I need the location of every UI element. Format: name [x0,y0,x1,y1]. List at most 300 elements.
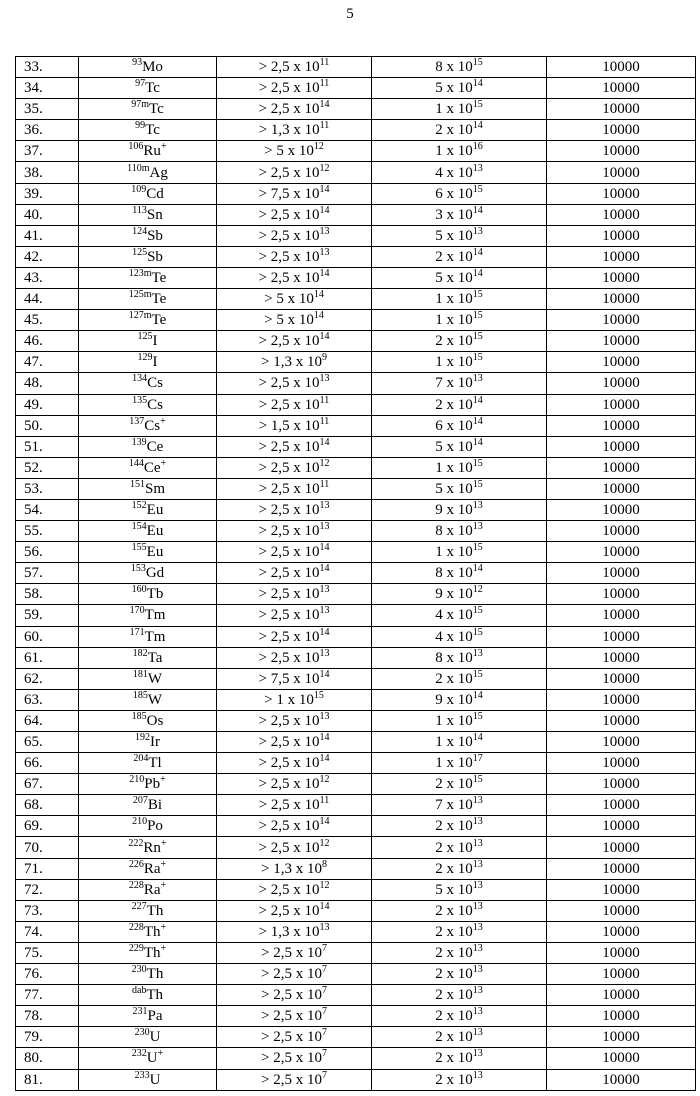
limit-a-exponent: 11 [319,415,330,427]
limit-b-exponent: 15 [472,57,483,69]
limit-a-exponent: 7 [321,1048,327,1060]
row-number-cell [16,753,79,774]
limit-a-exponent: 14 [319,267,330,279]
limit-a-exponent: 14 [313,289,324,301]
limit-c-value: 10000 [602,586,640,603]
limit-a-mantissa: > 2,5 x 10 [261,1008,322,1025]
limit-c-value: 10000 [602,502,640,519]
limit-c-cell [547,373,696,394]
row-number: 61. [24,649,43,666]
limit-b-exponent: 13 [472,1006,483,1018]
limit-a-exponent: 11 [319,57,330,69]
table-row [16,942,696,963]
limit-a-cell [217,78,372,99]
limit-c-cell [547,1048,696,1069]
limit-b-exponent: 14 [472,204,483,216]
limit-a-mantissa: > 7,5 x 10 [258,185,320,202]
limit-a-cell [217,1027,372,1048]
row-number-cell [16,837,79,858]
limit-b-cell [372,499,547,520]
table-row [16,1006,696,1027]
limit-c-cell [547,267,696,288]
limit-b-cell [372,858,547,879]
mass-number: 155 [131,542,147,554]
limit-a-cell [217,1048,372,1069]
limit-a-mantissa: > 2,5 x 10 [258,438,320,455]
limit-b-mantissa: 5 x 10 [435,438,473,455]
nuclide-cell [79,78,217,99]
mass-number: 127m [128,310,152,322]
limit-a-cell [217,394,372,415]
limit-a-exponent: 9 [321,352,327,364]
limit-c-cell [547,626,696,647]
limit-a-exponent: 13 [319,225,330,237]
limit-a-mantissa: > 2,5 x 10 [258,480,320,497]
limit-a-cell [217,162,372,183]
limit-c-cell [547,78,696,99]
limit-b-cell [372,162,547,183]
limit-b-exponent: 15 [472,605,483,617]
nuclide-cell [79,478,217,499]
limit-c-value: 10000 [602,544,640,561]
element-symbol: Th [143,944,161,961]
limit-c-value: 10000 [602,923,640,940]
mass-number: 229 [128,942,144,954]
limit-c-cell [547,331,696,352]
limit-b-cell [372,267,547,288]
limit-b-cell [372,605,547,626]
limit-c-cell [547,774,696,795]
limit-b-exponent: 13 [472,964,483,976]
limit-a-exponent: 7 [321,985,327,997]
element-symbol: Bi [147,797,163,814]
limit-b-cell [372,837,547,858]
mass-number: 230 [131,964,147,976]
limit-b-mantissa: 2 x 10 [435,776,473,793]
row-number: 73. [24,902,43,919]
limit-c-value: 10000 [602,227,640,244]
limit-b-exponent: 13 [472,921,483,933]
limit-b-exponent: 14 [472,267,483,279]
limit-b-mantissa: 2 x 10 [435,333,473,350]
limit-c-cell [547,394,696,415]
limit-a-cell [217,837,372,858]
limit-c-value: 10000 [602,269,640,286]
nuclide-cell [79,225,217,246]
limit-b-exponent: 14 [472,78,483,90]
limit-a-mantissa: > 2,5 x 10 [258,607,320,624]
row-number-cell [16,457,79,478]
limit-b-cell [372,985,547,1006]
limit-c-value: 10000 [602,1071,640,1088]
table-row [16,352,696,373]
nuclide-cell [79,985,217,1006]
table-row [16,647,696,668]
nuclide-cell [79,732,217,753]
limit-b-exponent: 15 [472,99,483,111]
charge-mark: + [160,942,167,954]
limit-c-value: 10000 [602,607,640,624]
nuclide-cell [79,1006,217,1027]
table-row [16,162,696,183]
limit-c-value: 10000 [602,143,640,160]
element-symbol: Rn [143,839,161,856]
element-symbol: Os [146,712,164,729]
element-symbol: Ag [149,164,168,181]
limit-c-value: 10000 [602,164,640,181]
limit-c-cell [547,478,696,499]
element-symbol: Ta [147,649,163,666]
nuclide-cell [79,457,217,478]
row-number: 44. [24,291,43,308]
limit-b-exponent: 15 [472,542,483,554]
element-symbol: Eu [146,523,164,540]
element-symbol: Tc [149,101,164,118]
element-symbol: Ra [143,860,161,877]
limit-b-cell [372,816,547,837]
limit-a-mantissa: > 2,5 x 10 [258,59,320,76]
element-symbol: Po [147,818,163,835]
limit-a-cell [217,879,372,900]
row-number: 62. [24,670,43,687]
table-row [16,415,696,436]
limit-b-exponent: 15 [472,774,483,786]
charge-mark: + [160,879,167,891]
limit-c-value: 10000 [602,755,640,772]
mass-number: 125 [132,246,148,258]
table-row [16,879,696,900]
limit-c-cell [547,921,696,942]
element-symbol: Tm [144,607,166,624]
row-number-cell [16,267,79,288]
nuclide-cell [79,605,217,626]
table-row [16,584,696,605]
mass-number: 185 [131,710,147,722]
limit-c-value: 10000 [602,1008,640,1025]
element-symbol: Sb [147,227,163,244]
row-number: 72. [24,881,43,898]
mass-number: 124 [132,225,148,237]
limit-b-mantissa: 1 x 10 [435,734,473,751]
limit-b-mantissa: 2 x 10 [435,923,473,940]
limit-a-exponent: 13 [319,521,330,533]
table-row [16,795,696,816]
limit-b-exponent: 15 [472,668,483,680]
nuclide-cell [79,99,217,120]
row-number-cell [16,120,79,141]
limit-a-mantissa: > 2,5 x 10 [258,565,320,582]
limit-b-mantissa: 2 x 10 [435,860,473,877]
table-row [16,394,696,415]
mass-number: 99 [135,120,146,132]
limit-a-mantissa: > 1,5 x 10 [258,417,320,434]
limit-a-mantissa: > 2,5 x 10 [258,101,320,118]
row-number-cell [16,795,79,816]
limit-c-value: 10000 [602,670,640,687]
limit-b-cell [372,373,547,394]
limit-a-exponent: 11 [319,120,330,132]
limit-b-mantissa: 4 x 10 [435,628,473,645]
limit-c-cell [547,204,696,225]
limit-c-value: 10000 [602,881,640,898]
limit-a-exponent: 11 [319,478,330,490]
mass-number: 125 [137,331,153,343]
limit-c-value: 10000 [602,691,640,708]
table-row [16,774,696,795]
row-number-cell [16,710,79,731]
row-number-cell [16,900,79,921]
limit-b-mantissa: 2 x 10 [435,396,473,413]
limit-a-cell [217,964,372,985]
table-row [16,732,696,753]
limit-b-cell [372,331,547,352]
limit-a-cell [217,542,372,563]
mass-number: 222 [128,837,144,849]
nuclide-cell [79,415,217,436]
row-number-cell [16,141,79,162]
table-row [16,310,696,331]
mass-number: 151 [129,478,145,490]
element-symbol: U [149,1029,161,1046]
limit-a-cell [217,246,372,267]
row-number-cell [16,331,79,352]
mass-number: 192 [135,732,150,744]
row-number: 79. [24,1029,43,1046]
limit-a-exponent: 13 [319,500,330,512]
limit-b-mantissa: 5 x 10 [435,227,473,244]
limit-b-cell [372,1069,547,1090]
limit-a-exponent: 13 [319,605,330,617]
limit-c-value: 10000 [602,944,640,961]
limit-a-mantissa: > 2,5 x 10 [261,944,322,961]
limit-b-cell [372,879,547,900]
limit-b-exponent: 13 [472,162,483,174]
limit-c-value: 10000 [602,396,640,413]
limit-a-cell [217,921,372,942]
limit-a-exponent: 14 [319,900,330,912]
row-number: 60. [24,628,43,645]
element-symbol: Ce [146,438,164,455]
limit-b-mantissa: 8 x 10 [435,59,473,76]
element-symbol: Te [151,269,167,286]
row-number-cell [16,985,79,1006]
limit-b-cell [372,352,547,373]
limit-b-exponent: 15 [472,310,483,322]
nuclide-cell [79,626,217,647]
element-symbol: Th [143,923,161,940]
limit-a-exponent: 13 [319,373,330,385]
limit-a-exponent: 12 [319,457,330,469]
row-number-cell [16,352,79,373]
limit-b-mantissa: 1 x 10 [435,354,473,371]
row-number: 42. [24,248,43,265]
row-number: 38. [24,164,43,181]
limit-b-exponent: 15 [472,331,483,343]
nuclide-cell [79,267,217,288]
mass-number: 134 [132,373,148,385]
limit-a-exponent: 7 [321,964,327,976]
row-number: 40. [24,206,43,223]
row-number-cell [16,415,79,436]
nuclide-table [15,56,696,1091]
limit-c-cell [547,99,696,120]
row-number: 52. [24,459,43,476]
element-symbol: Mo [142,59,163,76]
mass-number: 210 [129,774,145,786]
element-symbol: Tl [148,755,162,772]
row-number: 54. [24,502,43,519]
limit-b-exponent: 14 [472,563,483,575]
limit-c-cell [547,689,696,710]
mass-number: 233 [134,1069,150,1081]
nuclide-cell [79,1027,217,1048]
table-row [16,900,696,921]
table-row [16,225,696,246]
limit-a-cell [217,626,372,647]
limit-a-mantissa: > 2,5 x 10 [258,227,320,244]
row-number: 76. [24,966,43,983]
limit-a-cell [217,57,372,78]
limit-b-exponent: 15 [472,352,483,364]
limit-a-exponent: 14 [319,183,330,195]
limit-b-cell [372,710,547,731]
limit-c-cell [547,668,696,689]
mass-number: 231 [132,1006,148,1018]
limit-b-cell [372,246,547,267]
limit-b-mantissa: 7 x 10 [435,797,473,814]
row-number-cell [16,774,79,795]
charge-mark: + [160,415,166,427]
limit-b-mantissa: 2 x 10 [435,122,473,139]
limit-a-cell [217,99,372,120]
mass-number: 97m [131,99,149,111]
mass-number: 113 [132,204,147,216]
limit-a-mantissa: > 2,5 x 10 [258,459,320,476]
limit-c-cell [547,605,696,626]
mass-number: 228 [128,879,144,891]
row-number-cell [16,921,79,942]
limit-c-value: 10000 [602,987,640,1004]
limit-b-mantissa: 1 x 10 [435,143,473,160]
mass-number: 106 [128,141,144,153]
limit-b-mantissa: 2 x 10 [435,1008,473,1025]
limit-b-mantissa: 1 x 10 [435,291,473,308]
row-number-cell [16,183,79,204]
element-symbol: Cs [147,375,163,392]
limit-c-value: 10000 [602,966,640,983]
limit-b-mantissa: 2 x 10 [435,902,473,919]
table-row [16,1027,696,1048]
nuclide-cell [79,246,217,267]
limit-a-exponent: 12 [319,837,330,849]
table-row [16,183,696,204]
nuclide-cell [79,900,217,921]
mass-number: 144 [128,457,144,469]
element-symbol: Tm [144,628,166,645]
row-number: 67. [24,776,43,793]
table-row [16,626,696,647]
element-symbol: Pa [147,1008,163,1025]
limit-a-cell [217,331,372,352]
mass-number: 123m [128,267,152,279]
limit-b-mantissa: 2 x 10 [435,987,473,1004]
mass-number: 110m [127,162,150,174]
limit-b-cell [372,478,547,499]
limit-b-mantissa: 8 x 10 [435,565,473,582]
limit-b-mantissa: 2 x 10 [435,248,473,265]
limit-c-value: 10000 [602,333,640,350]
limit-b-mantissa: 7 x 10 [435,375,473,392]
nuclide-cell [79,521,217,542]
limit-b-cell [372,732,547,753]
limit-a-exponent: 14 [319,668,330,680]
limit-a-exponent: 13 [319,584,330,596]
row-number-cell [16,732,79,753]
limit-b-cell [372,1006,547,1027]
nuclide-cell [79,57,217,78]
nuclide-cell [79,1048,217,1069]
mass-number: 135 [132,394,148,406]
limit-b-exponent: 13 [472,1027,483,1039]
limit-a-cell [217,732,372,753]
limit-c-cell [547,225,696,246]
element-symbol: Th [146,902,164,919]
limit-a-mantissa: > 2,5 x 10 [258,628,320,645]
limit-b-mantissa: 1 x 10 [435,101,473,118]
limit-c-cell [547,858,696,879]
row-number: 80. [24,1050,43,1067]
limit-a-exponent: 13 [319,710,330,722]
table-row [16,521,696,542]
limit-a-cell [217,900,372,921]
element-symbol: Pb [144,776,161,793]
limit-b-cell [372,204,547,225]
limit-c-cell [547,415,696,436]
limit-a-cell [217,204,372,225]
limit-a-exponent: 7 [321,1006,327,1018]
limit-c-value: 10000 [602,523,640,540]
nuclide-cell [79,542,217,563]
limit-c-cell [547,1006,696,1027]
table-row [16,246,696,267]
limit-b-cell [372,183,547,204]
row-number: 34. [24,80,43,97]
nuclide-cell [79,141,217,162]
row-number-cell [16,499,79,520]
limit-c-cell [547,942,696,963]
row-number-cell [16,162,79,183]
mass-number: 226 [128,858,144,870]
limit-a-cell [217,795,372,816]
limit-a-exponent: 14 [319,436,330,448]
row-number-cell [16,816,79,837]
mass-number: 170 [129,605,145,617]
limit-b-exponent: 14 [472,732,483,744]
limit-c-value: 10000 [602,776,640,793]
table-row [16,753,696,774]
row-number-cell [16,964,79,985]
limit-a-exponent: 11 [319,795,330,807]
table-row [16,373,696,394]
limit-b-mantissa: 9 x 10 [435,502,473,519]
element-symbol: Gd [145,565,165,582]
limit-b-cell [372,141,547,162]
row-number-cell [16,668,79,689]
limit-a-mantissa: > 2,5 x 10 [258,206,320,223]
limit-b-exponent: 14 [472,120,483,132]
row-number: 56. [24,544,43,561]
nuclide-cell [79,394,217,415]
